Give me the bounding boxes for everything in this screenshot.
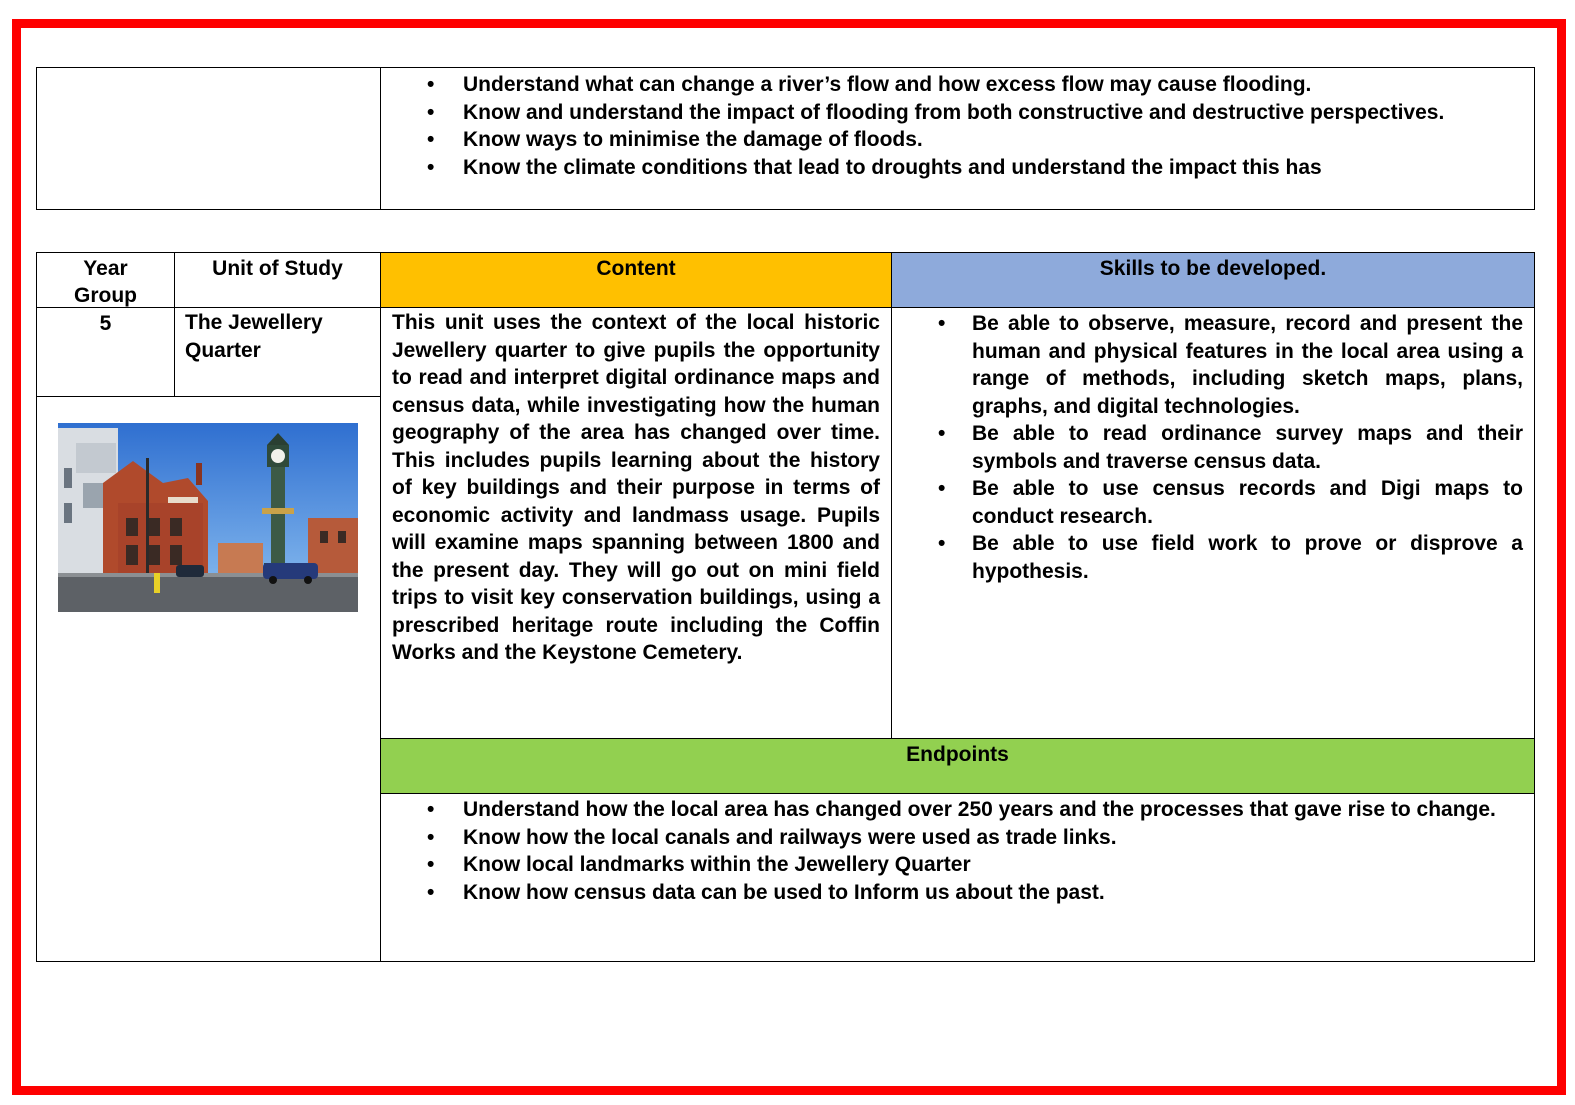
list-item: • Know ways to minimise the damage of floods. [427, 128, 923, 151]
skills-list [938, 310, 1523, 585]
top-bullet-list [427, 71, 1514, 181]
list-item: • Be able to observe, measure, record and present the human and physical features in the local area using a range of methods, including sketch maps, plans, graphs, and digital technologies. [938, 312, 1523, 418]
skills-cell [891, 307, 1535, 739]
year-cell: 5 [36, 307, 175, 397]
unit-of-study-header: Unit of Study [174, 252, 381, 308]
list-item: • Be able to use census records and Digi maps to conduct research. [938, 477, 1523, 528]
list-item: • Be able to read ordinance survey maps and their symbols and traverse census data. [938, 422, 1523, 473]
year-group-header: Year Group [36, 252, 175, 308]
unit-cell [174, 307, 381, 397]
list-item: • Know how census data can be used to Inform us about the past. [427, 880, 1105, 904]
content-cell [380, 307, 892, 739]
top-table-empty-cell [36, 67, 381, 210]
content-description: This unit uses the context of the local historic Jewellery quarter to give pupils the opportunity to read and interpret digital ordinance maps and census data, while investigating how the human geography of the area has changed over time. This includes pupils learning about the history of key buildings and their purpose in terms of economic activity and landmass usage. Pupils will examine maps spanning between 1800 and the present day. They will go out on mini field trips to visit key conservation buildings, using a prescribed heritage route including the Coffin Works and the Keystone Cemetery. [392, 311, 880, 664]
list-item: • Know the climate conditions that lead to droughts and understand the impact this has [427, 155, 1322, 179]
jewellery-quarter-photo [58, 423, 358, 612]
top-table-bullets-cell [380, 67, 1535, 210]
endpoints-header: Endpoints [380, 738, 1535, 794]
endpoints-list [427, 796, 1520, 906]
list-item: • Be able to use field work to prove or disprove a hypothesis. [938, 532, 1523, 583]
content-header: Content [380, 252, 892, 308]
list-item: • Know local landmarks within the Jewellery Quarter [427, 853, 971, 876]
list-item: • Know how the local canals and railways were used as trade links. [427, 825, 1117, 849]
list-item: • Understand how the local area has changed over 250 years and the processes that gave rise to change. [427, 798, 1496, 821]
endpoints-cell [380, 793, 1535, 962]
unit-name: The Jewellery Quarter [185, 311, 323, 362]
list-item: • Understand what can change a river’s flow and how excess flow may cause flooding. [427, 73, 1312, 96]
list-item: • Know and understand the impact of flooding from both constructive and destructive perspectives. [427, 100, 1445, 124]
skills-header: Skills to be developed. [891, 252, 1535, 308]
